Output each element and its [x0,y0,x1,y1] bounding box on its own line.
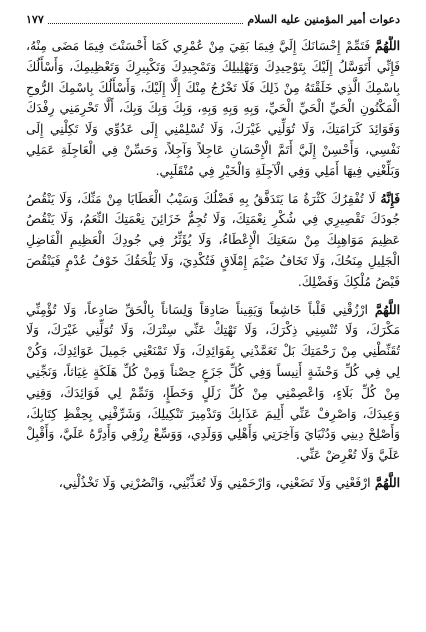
paragraph-text: ارْزُقْنِي قَلْباً خَاشِعاً وَيَقِيناً صَادِقاً وَلِسَاناً بِالْحَقِّ صَادِعاً، وَلَا تُؤْمِنِّي مَكْرَكَ، وَلَا تُنْسِنِي ذِكْرَكَ، وَلَا تَهْتِكْ عَنِّي سِتْرَكَ، وَلَا تُوَلِّنِي غَيْرَكَ، وَلَا تُقَنِّطْنِي مِنْ رَحْمَتِكَ بَلْ تَعَمَّدْنِي بِفَوَائِدِكَ، وَلَا تَمْنَعْنِي جَمِيلَ عَوَائِدِكَ، وَكُنْ لِي فِي كُلِّ وَحْشَةٍ أَنِيساً وَفِي كُلِّ جَزَعٍ حِصْناً وَمِنْ كُلِّ هَلَكَةٍ غِيَاثاً، وَنَجِّنِي مِنْ كُلِّ بَلَاءٍ، وَاعْصِمْنِي مِنْ كُلِّ زَلَلٍ وَخَطَإٍ، وَتَمِّمْ لِي فَوَائِدَكَ، وَقِنِي وَعِيدَكَ، وَاصْرِفْ عَنِّي أَلِيمَ عَذَابِكَ وَتَدْمِيرَ تَنْكِيلِكَ، وَشَرِّفْنِي بِحِفْظِ كِتَابِكَ، وَأَصْلِحْ دِينِي وَدُنْيَايَ وَآخِرَتِي وَأَهْلِي وَوَلَدِي، وَوَسِّعْ رِزْقِي وَأَدِرَّهُ عَلَيَّ، وَأَقْبِلْ عَلَيَّ وَلَا تُعْرِضْ عَنِّي. [26,302,400,463]
header-dotted-leader [48,23,244,24]
paragraph-text: لَا تُفْقِرُكَ كَثْرَةُ مَا يَتَدَفَّقُ بِهِ فَضْلُكَ وَسَيْبُ الْعَطَايَا مِنْ مَنِّكَ، وَلَا يَنْقُصُ جُودَكَ تَقْصِيرِي فِي شُكْرِ نِعْمَتِكَ، وَلَا تُجِمُّ خَزَائِنَ نِعْمَتِكَ النِّعَمُ، وَلَا يَنْقُصُ عَظِيمَ مَوَاهِبِكَ مِنْ سَعَتِكَ الْإِعْطَاءُ، وَلَا يُؤَثِّرُ فِي جُودِكَ الْعَظِيمِ الْفَاضِلِ الْجَلِيلِ مِنَحُكَ، وَلَا تَخَافُ ضَيْمَ إِمْلَاقٍ فَتُكْدِيَ، وَلَا يَلْحَقُكَ خَوْفُ عُدْمٍ فَيَنْقُصَ فَيْضُ مُلْكِكَ وَفَضْلِكَ. [26,191,400,289]
paragraph [26,300,400,466]
paragraph-lead: اللَّهُمَّ [374,38,400,53]
page-header [26,8,400,28]
running-title: دعوات أمير المؤمنين عليه السلام [247,13,400,26]
page-body [26,36,400,626]
paragraph-lead: اللَّهُمَّ [374,301,400,317]
paragraph-lead: فَإِنَّهُ [380,190,400,206]
paragraph-text: ارْفَعْنِي وَلَا تَضَعْنِي، وَارْحَمْنِي وَلَا تُعَذِّبْنِي، وَانْصُرْنِي وَلَا تَخْذُلْنِي، [58,475,375,490]
paragraph-lead: اللَّهُمَّ [374,474,400,490]
paragraph [26,36,400,182]
paragraph-text: فَتَمِّمْ إِحْسَانَكَ إِلَيَّ فِيمَا بَقِيَ مِنْ عُمْرِي كَمَا أَحْسَنْتَ فِيمَا مَضَى مِنْهُ، فَإِنِّي أَتَوَسَّلُ إِلَيْكَ بِتَوْحِيدِكَ وَتَهْلِيلِكَ وَتَمْجِيدِكَ وَتَكْبِيرِكَ وَتَعْظِيمِكَ، وَأَسْأَلُكَ بِاسْمِكَ الَّذِي خَلَقْتَهُ مِنْ ذَلِكَ فَلَا تَخْرُجُ مِنْكَ إِلَّا إِلَيْكَ، وَأَسْأَلُكَ بِاسْمِكَ الرُّوحِ الْمَكْنُونِ الْحَيِّ الْحَيِّ الْحَيِّ، وَبِهِ وَبِهِ وَبِهِ، وَبِكَ وَبِكَ وَبِكَ، أَلَّا تَحْرِمَنِي رِفْدَكَ وَفَوَائِدَ كَرَامَتِكَ، وَلَا تُوَلِّنِي غَيْرَكَ، وَلَا تُسْلِمْنِي إِلَى عَدُوِّي وَلَا تَكِلْنِي إِلَى نَفْسِي، وَأَحْسِنْ إِلَيَّ أَتَمَّ الْإِحْسَانِ عَاجِلاً وَآجِلاً، وَحَسِّنْ فِي الْعَاجِلَةِ عَمَلِي وَبَلِّغْنِي فِيهَا أَمَلِي وَفِي الْآجِلَةِ وَالْخَيْرِ فِي مُنْقَلَبِي. [26,39,400,178]
paragraph [26,189,400,293]
paragraph [26,473,400,494]
page-number: ١٧٧ [26,13,44,26]
